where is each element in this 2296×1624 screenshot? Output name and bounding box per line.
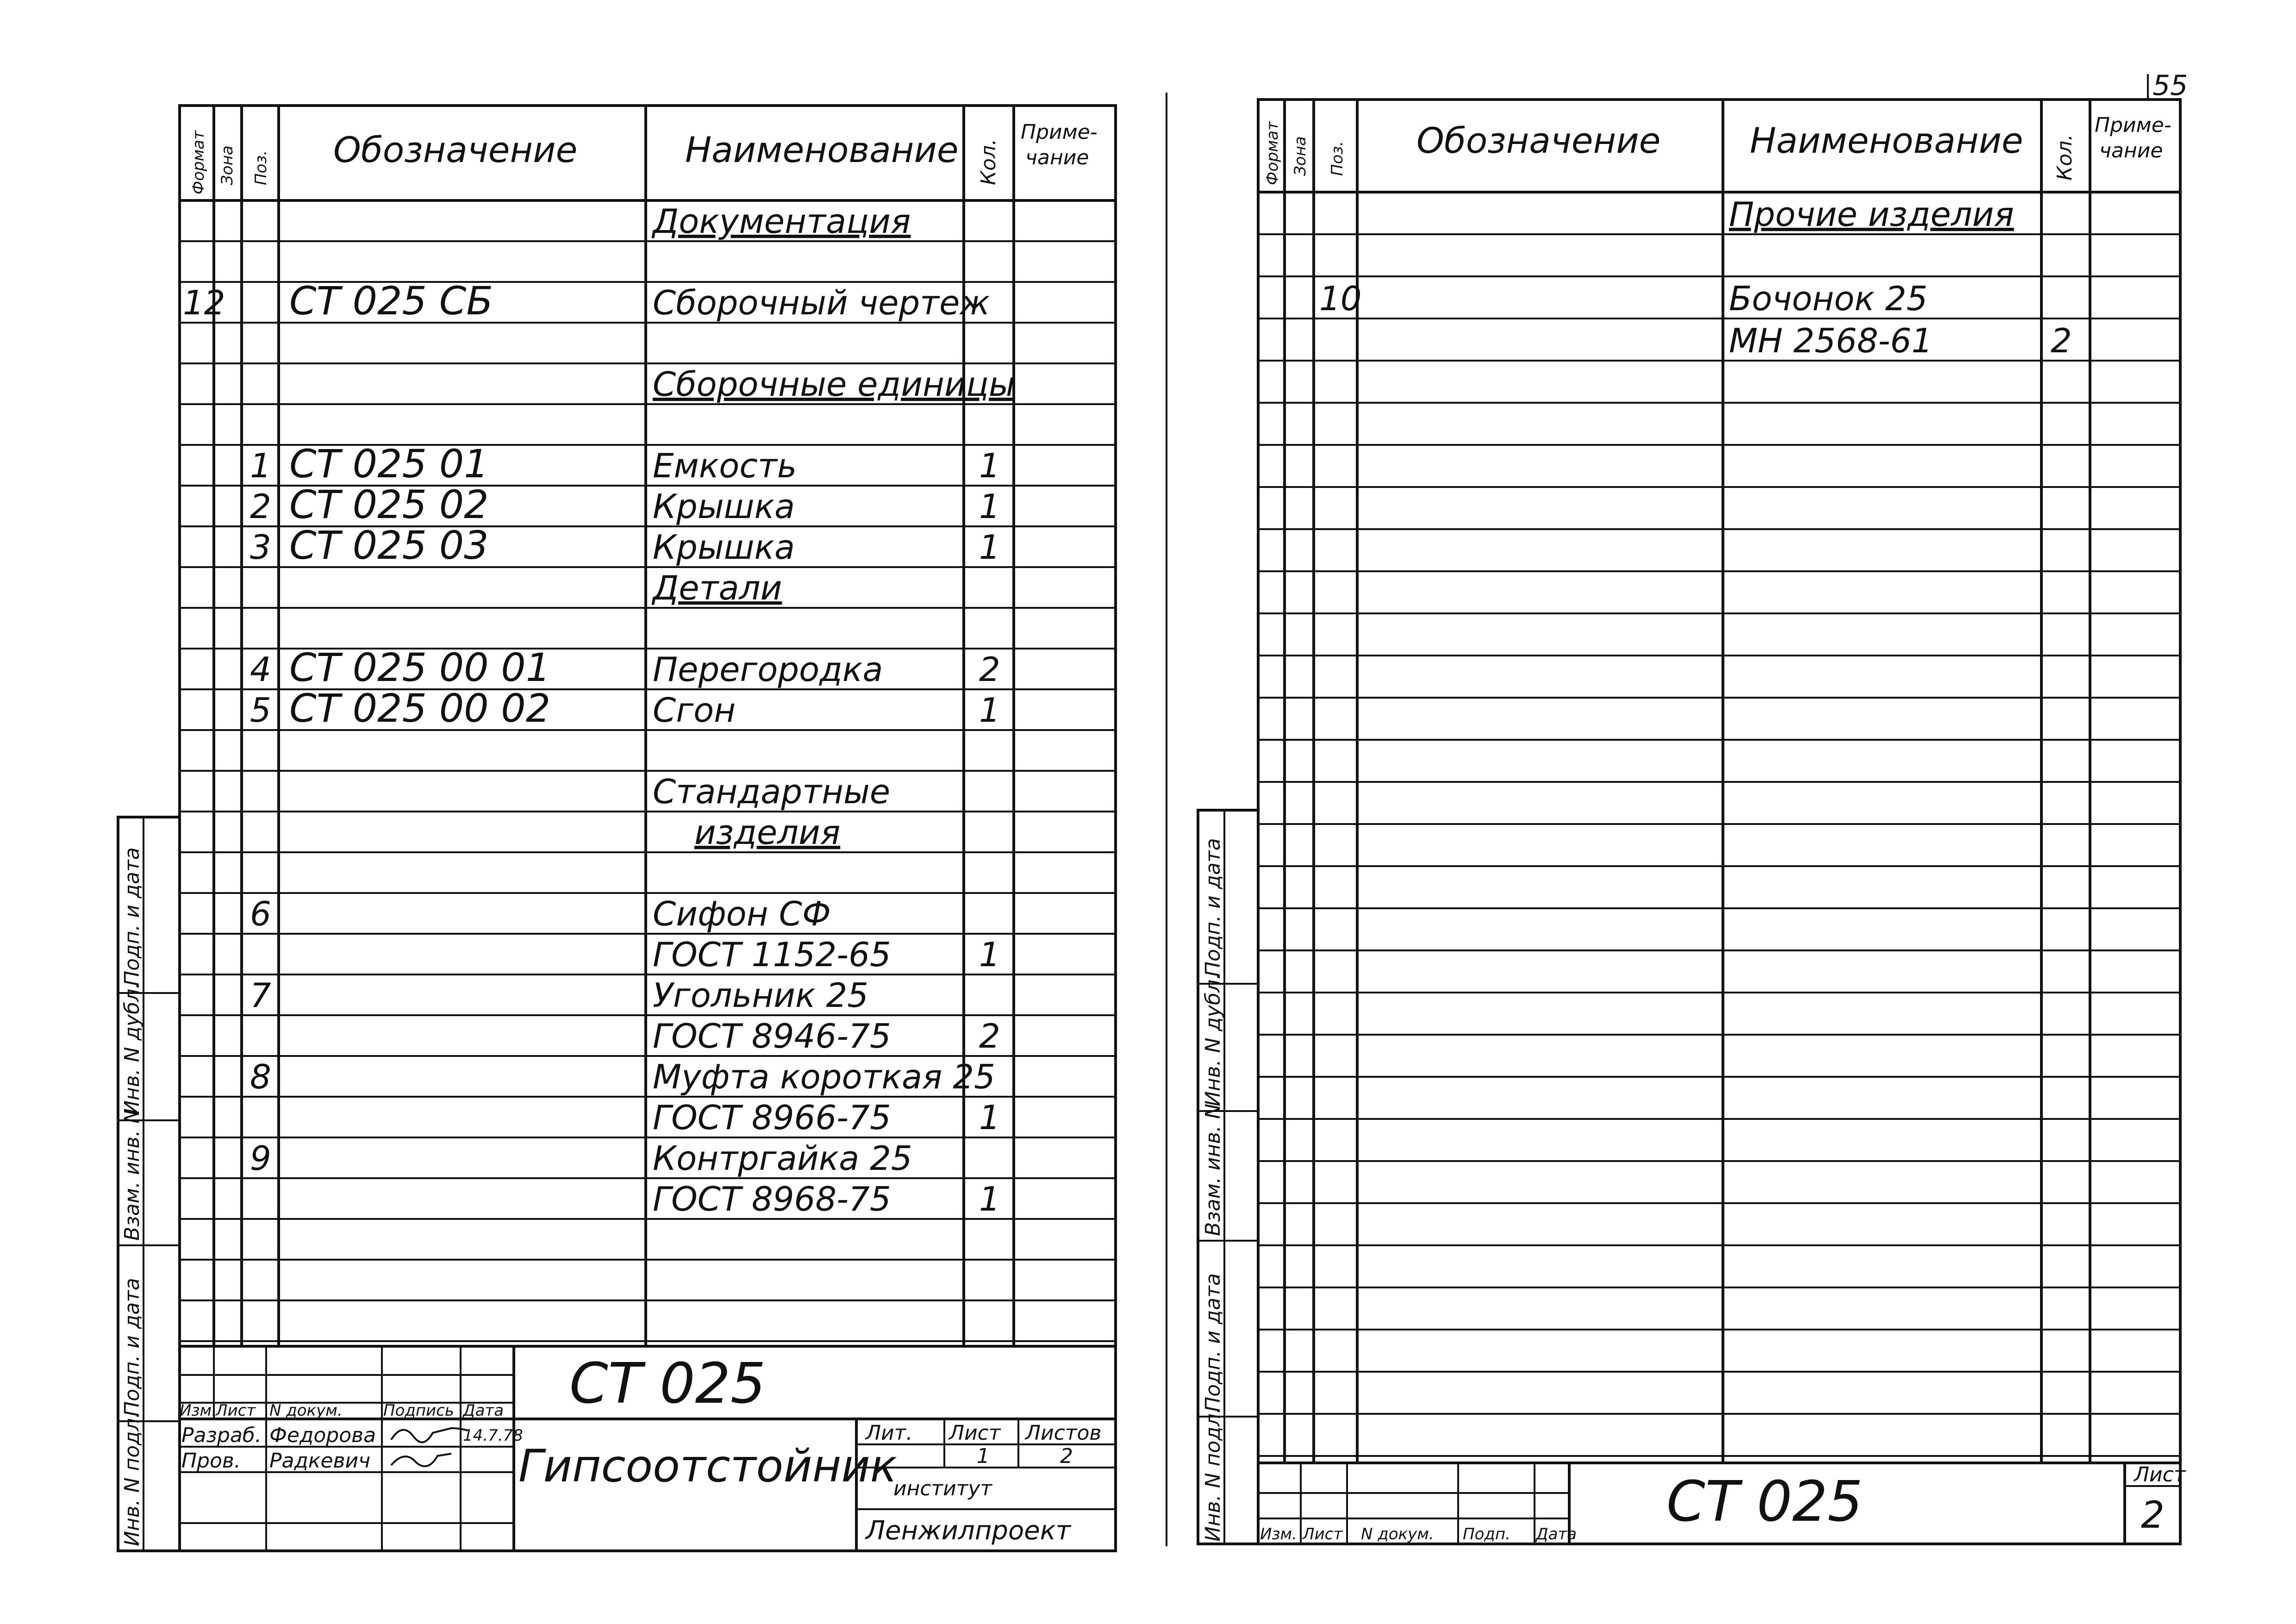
header-note-line-1: Приме- — [1021, 120, 1098, 144]
row-qty: 2 — [979, 650, 1000, 689]
row-qty: 1 — [979, 487, 1000, 526]
row-qty: 2 — [979, 1017, 1000, 1056]
title-code: СТ 025 — [569, 1352, 766, 1416]
right-sheet — [1198, 100, 2186, 1544]
row-pos: 3 — [250, 528, 271, 567]
section-heading: Детали — [653, 568, 782, 607]
r-col-label-doc-no: N докум. — [1361, 1525, 1434, 1543]
header-note-line-2: чание — [1025, 146, 1089, 169]
checked-label: Пров. — [181, 1449, 241, 1473]
page-number: 55 — [2152, 69, 2188, 102]
section-heading: изделия — [694, 813, 841, 852]
r-side-label-replace-inv: Взам. инв. N — [1201, 1104, 1225, 1236]
row-name: Перегородка — [653, 650, 883, 689]
header-note — [1021, 120, 1104, 169]
row-name: ГОСТ 8946-75 — [653, 1017, 891, 1056]
r-header-note — [2095, 113, 2178, 162]
row-pos: 6 — [250, 894, 271, 933]
row-pos: 8 — [250, 1057, 271, 1096]
row-pos: 2 — [250, 487, 271, 526]
right-title-block — [1258, 1463, 2186, 1544]
header-qty: Кол. — [977, 138, 1000, 185]
row-name: Сифон СФ — [653, 894, 831, 933]
left-sheet — [118, 106, 1116, 1551]
row-name: Сборочный чертеж — [653, 283, 990, 322]
r-header-zone: Зона — [1291, 136, 1310, 176]
row-pos: 5 — [250, 691, 271, 730]
row-designation: СТ 025 01 — [289, 441, 489, 487]
row-designation: СТ 025 03 — [289, 523, 489, 568]
row-designation: СТ 025 00 02 — [289, 686, 551, 731]
r-header-note-line-1: Приме- — [2095, 113, 2171, 137]
r-header-qty: Кол. — [2053, 134, 2077, 181]
side-label-dup-inv: Инв. N дубл. — [120, 982, 144, 1116]
left-title-block — [180, 1346, 1116, 1551]
row-name: Емкость — [653, 446, 797, 485]
r-header-note-line-2: чание — [2099, 139, 2163, 162]
row-name: Бочонок 25 — [1729, 279, 1928, 318]
col-label-sheet: Лист — [216, 1401, 256, 1420]
r-header-name: Наименование — [1750, 120, 2023, 161]
side-label-sign-date-1: Подп. и дата — [120, 847, 144, 986]
row-qty: 1 — [979, 1098, 1000, 1137]
r-col-label-change: Изм. — [1260, 1525, 1297, 1543]
r-col-label-sheet: Лист — [1303, 1525, 1343, 1543]
developed-label: Разраб. — [181, 1424, 262, 1447]
r-sheet-label: Лист — [2134, 1463, 2186, 1487]
row-name: Угольник 25 — [653, 976, 869, 1015]
header-pos: Поз. — [252, 150, 270, 185]
r-title-code: СТ 025 — [1666, 1470, 1863, 1534]
header-zone: Зона — [218, 145, 237, 185]
col-label-change: Изм. — [180, 1401, 217, 1420]
row-qty: 1 — [979, 528, 1000, 567]
sheets-value: 2 — [1060, 1444, 1073, 1468]
checked-name: Радкевич — [269, 1449, 371, 1473]
signature-developer — [391, 1428, 468, 1442]
row-designation: СТ 025 02 — [289, 482, 489, 527]
developed-date: 14.7.78 — [463, 1426, 523, 1445]
lit-label: Лит. — [866, 1421, 913, 1445]
header-format: Формат — [189, 131, 208, 194]
side-label-orig-inv: Инв. N подл. — [120, 1412, 144, 1546]
row-name: ГОСТ 1152-65 — [653, 935, 891, 974]
col-label-doc-no: N докум. — [269, 1401, 343, 1420]
row-pos: 1 — [250, 446, 271, 485]
col-label-signature: Подпись — [383, 1401, 454, 1420]
row-designation: СТ 025 СБ — [289, 278, 493, 324]
r-header-pos: Поз. — [1328, 141, 1347, 176]
section-heading: Стандартные — [653, 772, 891, 811]
row-designation: СТ 025 00 01 — [289, 645, 551, 690]
header-designation: Обозначение — [333, 129, 578, 170]
section-heading: Прочие изделия — [1729, 195, 2014, 234]
col-label-date: Дата — [463, 1401, 504, 1420]
r-col-label-date: Дата — [1536, 1525, 1577, 1543]
row-qty: 2 — [2051, 321, 2072, 360]
row-format: 12 — [183, 283, 225, 322]
section-heading: Документация — [653, 202, 911, 241]
row-name: ГОСТ 8968-75 — [653, 1180, 891, 1218]
institute-name: Ленжилпроект — [866, 1516, 1071, 1546]
r-side-label-orig-inv: Инв. N подл. — [1201, 1407, 1225, 1542]
section-heading: Сборочные единицы — [653, 365, 1015, 404]
row-name: Муфта короткая 25 — [653, 1057, 995, 1096]
r-col-label-sign: Подп. — [1463, 1525, 1510, 1543]
row-pos: 9 — [250, 1139, 271, 1178]
header-name: Наименование — [685, 129, 959, 170]
row-pos: 10 — [1319, 279, 1362, 318]
row-qty: 1 — [979, 446, 1000, 485]
row-qty: 1 — [979, 935, 1000, 974]
row-name: ГОСТ 8966-75 — [653, 1098, 891, 1137]
r-header-format: Формат — [1263, 121, 1282, 185]
product-title: Гипсоотстойник — [518, 1440, 897, 1492]
row-qty: 1 — [979, 691, 1000, 730]
row-name: Крышка — [653, 487, 795, 526]
r-side-label-sign-date-1: Подп. и дата — [1201, 838, 1225, 977]
r-side-label-sign-date-2: Подп. и дата — [1201, 1273, 1225, 1412]
developed-name: Федорова — [269, 1424, 376, 1447]
row-name: МН 2568-61 — [1729, 321, 1933, 360]
row-name: Сгон — [653, 691, 736, 730]
row-pos: 4 — [250, 650, 271, 689]
row-qty: 1 — [979, 1180, 1000, 1218]
sheets-label: Листов — [1025, 1421, 1102, 1445]
r-sheet-value: 2 — [2141, 1493, 2165, 1537]
signature-checker — [391, 1454, 451, 1466]
sheet-label: Лист — [949, 1421, 1001, 1445]
sheet-value: 1 — [977, 1444, 990, 1468]
side-label-sign-date-2: Подп. и дата — [120, 1278, 144, 1417]
row-name: Контргайка 25 — [653, 1139, 912, 1178]
r-side-label-dup-inv: Инв. N дубл. — [1201, 973, 1225, 1106]
row-pos: 7 — [250, 976, 271, 1015]
side-label-replace-inv: Взам. инв. N — [120, 1108, 144, 1241]
r-header-designation: Обозначение — [1416, 120, 1661, 161]
institute-label: институт — [893, 1477, 992, 1500]
row-name: Крышка — [653, 528, 795, 567]
